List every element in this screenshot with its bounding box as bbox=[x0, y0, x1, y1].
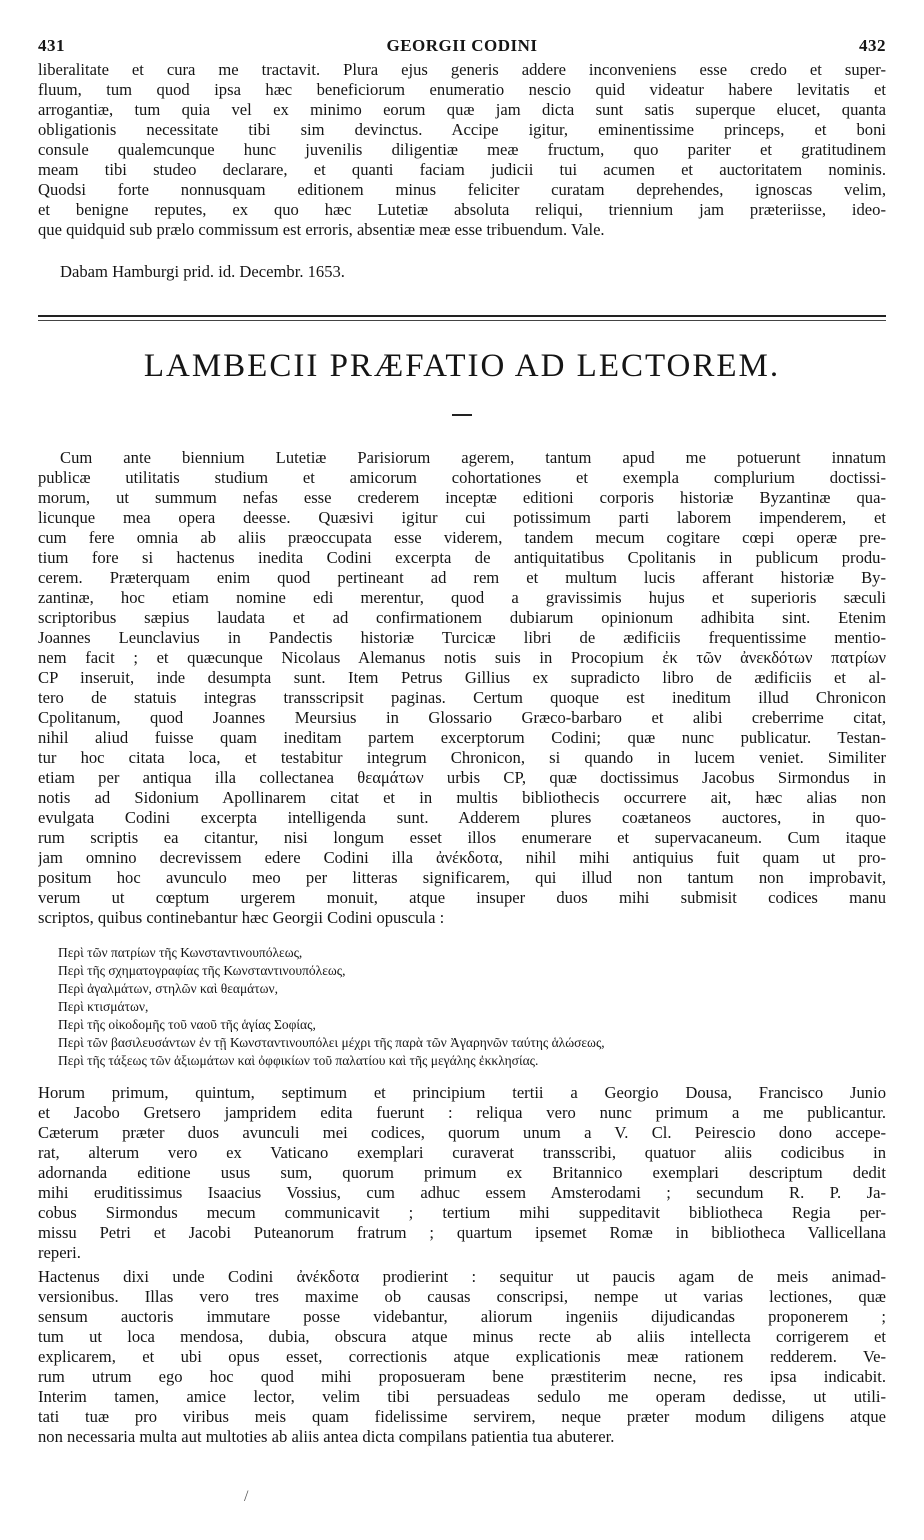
text-line: Joannes Leunclavius in Pandectis historiæ Turcicæ libri de ædificiis frequentissime mentio- bbox=[38, 628, 886, 647]
text-line: tur hoc citata loca, et testabitur integrum Chronicon, si quando in lucem veniet. Similiter bbox=[38, 748, 886, 767]
greek-title-item: Περὶ ἀγαλμάτων, στηλῶν καὶ θεαμάτων, bbox=[58, 981, 279, 996]
text-line: tati tuæ pro viribus meis quam fidelissime servirem, neque præter modum diligens atque bbox=[38, 1407, 886, 1426]
text-line: rum scriptis ea citantur, nisi longum esset illos enumerare et supervacaneum. Cum itaque bbox=[38, 828, 886, 847]
greek-title-item: Περὶ τῆς τάξεως τῶν ἀξιωμάτων καὶ ὀφφικίων τοῦ παλατίου καὶ τῆς μεγάλης ἐκκλησίας. bbox=[58, 1053, 539, 1068]
text-line: tum ut loca mendosa, dubia, obscura atque minus recte ab aliis intellecta corrigerem et bbox=[38, 1327, 886, 1346]
text-line: licunque mea opera deesse. Quæsivi igitur cui potissimum parti laborem impenderem, et bbox=[38, 508, 886, 527]
text-line: zantinæ, hoc etiam nomine edi merentur, quod a gravissimis hujus et superioris sæculi bbox=[38, 588, 886, 607]
greek-title-item: Περὶ κτισμάτων, bbox=[58, 999, 149, 1014]
greek-title-item: Περὶ τῶν πατρίων τῆς Κωνσταντινουπόλεως, bbox=[58, 945, 303, 960]
text-line: rat, alterum vero ex Vaticano exemplari curaverat transscribi, quatuor aliis codicibus in bbox=[38, 1143, 886, 1162]
text-line: non necessaria multa aut multoties ab aliis antea dicta compilans patientia tua abuterer. bbox=[38, 1427, 615, 1446]
text-line: liberalitate et cura me tractavit. Plura ejus generis addere inconveniens esse credo et super- bbox=[38, 60, 886, 79]
page-number-left: 431 bbox=[38, 36, 65, 55]
text-line: evulgata Codini excerpta intelligenda sunt. Adderem plures coætaneos auctores, in quo- bbox=[38, 808, 886, 827]
text-line: CP inseruit, inde desumpta sunt. Item Petrus Gillius ex supradicto libro de ædificiis et al- bbox=[38, 668, 886, 687]
text-line: et Jacobo Gretsero jampridem edita fuerunt : reliqua vero nunc primum a me publicantur. bbox=[38, 1103, 886, 1122]
text-line: Interim tamen, amice lector, velim tibi persuadeas sedulo me operam dedisse, ut utili- bbox=[38, 1387, 886, 1406]
text-line: Cum ante biennium Lutetiæ Parisiorum agerem, tantum apud me potuerunt innatum bbox=[60, 448, 886, 467]
text-line: positum hoc avunculo meo per litteras significarem, qui illud non tantum non improbavit, bbox=[38, 868, 886, 887]
dedication-closing-paragraph bbox=[38, 60, 886, 240]
text-line: que quidquid sub prælo commissum est erroris, absentiæ meæ esse tribuendum. Vale. bbox=[38, 220, 605, 239]
section-title: LAMBECII PRÆFATIO AD LECTOREM. bbox=[143, 348, 781, 384]
text-line: rum utrum ego hoc quod mihi proposueram bene præstiterim necne, res ipsa indicabit. bbox=[38, 1367, 886, 1386]
text-line: nihil aliud fuisse quam ineditam partem excerptorum Codini; quæ nunc publicatur. Testan- bbox=[38, 728, 886, 747]
text-line: meam tibi studeo declarare, et quanti faciam judicii tui acumen et auctoritatem nominis. bbox=[38, 160, 886, 179]
text-line: versionibus. Illas vero tres maxime ob causas conscripsi, nempe ut varias lectiones, quæ bbox=[38, 1287, 886, 1306]
text-line: cerem. Præterquam enim quod pertineant ad rem et multum lucis afferant historiæ By- bbox=[38, 568, 886, 587]
preface-paragraph-3 bbox=[38, 1267, 886, 1447]
text-line: tero de statuis integras transscripsit paginas. Certum quoque est ineditum illud Chronicon bbox=[38, 688, 886, 707]
stray-pen-mark: / bbox=[244, 1488, 249, 1505]
text-line: cobus Sirmondus mecum communicavit ; tertium mihi suppeditavit bibliotheca Regia per- bbox=[38, 1203, 886, 1222]
text-line: scriptos, quibus continebantur hæc Georgii Codini opuscula : bbox=[38, 908, 445, 927]
greek-title-list bbox=[58, 944, 886, 1070]
text-line: et benigne reputes, ex quo hæc Lutetiæ absoluta reliqui, triennium jam præteriisse, ideo- bbox=[38, 200, 886, 219]
text-line: Cæterum præter duos avunculi mei codices, quorum unum a V. Cl. Peirescio dono accepe- bbox=[38, 1123, 886, 1142]
greek-title-item: Περὶ τῆς σχηματογραφίας τῆς Κωνσταντινουπόλεως, bbox=[58, 963, 346, 978]
running-header bbox=[38, 36, 886, 60]
text-line: tium fore si hactenus inedita Codini excerpta de antiquitatibus Cpolitanis in publicum produ- bbox=[38, 548, 886, 567]
text-line: sensum auctoris immutare posse videbantur, aliorum ingeniis dijudicandas proponerem ; bbox=[38, 1307, 886, 1326]
preface-paragraph-1 bbox=[38, 448, 886, 928]
text-line: Cpolitanum, quod Joannes Meursius in Glossario Græco-barbaro et alibi creberrime citat, bbox=[38, 708, 886, 727]
text-line: explicarem, et ubi opus esset, correctionis atque explicationis meæ rationem redderem. Ve- bbox=[38, 1347, 886, 1366]
text-line: notis ad Sidonium Apollinarem citat et in multis bibliothecis occurrere ait, hæc alias non bbox=[38, 788, 886, 807]
text-line: Quodsi forte nonnusquam editionem minus feliciter curatam deprehendes, ignoscas velim, bbox=[38, 180, 886, 199]
text-line: adornanda editione usus sum, quorum primum ex Britannico exemplari descriptum dedit bbox=[38, 1163, 886, 1182]
text-line: publicæ utilitatis studium et amicorum cohortationes et exempla complurium doctissi- bbox=[38, 468, 886, 487]
section-divider-thick bbox=[38, 315, 886, 317]
greek-title-item: Περὶ τῶν βασιλευσάντων ἐν τῇ Κωνσταντινουπόλει μέχρι τῆς παρὰ τῶν Ἀγαρηνῶν ταύτης ἁλώσεως, bbox=[58, 1035, 605, 1050]
text-line: mihi eruditissimus Isaacius Vossius, cum adhuc essem Amsterodami ; secundum R. P. Ja- bbox=[38, 1183, 886, 1202]
greek-title-item: Περὶ τῆς οἰκοδομῆς τοῦ ναοῦ τῆς ἁγίας Σοφίας, bbox=[58, 1017, 316, 1032]
text-line: nem facit ; et quæcunque Nicolaus Alemanus notis suis in Procopium ἐκ τῶν ἀνεκδότων πατρίων bbox=[38, 648, 886, 667]
text-line: Hactenus dixi unde Codini ἀνέκδοτα prodierint : sequitur ut paucis agam de meis animad- bbox=[38, 1267, 886, 1286]
preface-paragraph-2 bbox=[38, 1083, 886, 1263]
title-dash bbox=[452, 414, 472, 416]
dedication-date-line bbox=[38, 262, 886, 282]
text-line: arrogantiæ, tum quia vel ex minimo eorum quæ jam dicta sunt satis superque elucet, quanta bbox=[38, 100, 886, 119]
text-line: Horum primum, quintum, septimum et principium tertii a Georgio Dousa, Francisco Junio bbox=[38, 1083, 886, 1102]
text-line: jam omnino decrevissem edere Codini illa ἀνέκδοτα, nihil mihi antiquius fuit quam ut pro- bbox=[38, 848, 886, 867]
page-number-right: 432 bbox=[859, 36, 886, 55]
text-line: verum ut cœptum urgerem monuit, atque insuper duos mihi submisit codices manu bbox=[38, 888, 886, 907]
text-line: consule qualemcunque hunc juvenilis diligentiæ meæ fructum, quo pariter et gratitudinem bbox=[38, 140, 886, 159]
text-line: cum fere omnia ab aliis præoccupata esse viderem, tandem mecum cogitare cœpi operæ pre- bbox=[38, 528, 886, 547]
text-line: etiam per antiqua illa collectanea θεαμάτων urbis CP, quæ doctissimus Jacobus Sirmondus in bbox=[38, 768, 886, 787]
text-line: reperi. bbox=[38, 1243, 81, 1262]
text-line: scriptoribus sæpius laudata et ad confirmationem dubiarum opinionum adhibita sint. Etenim bbox=[38, 608, 886, 627]
date-line: Dabam Hamburgi prid. id. Decembr. 1653. bbox=[60, 262, 345, 281]
running-title: GEORGII CODINI bbox=[386, 36, 538, 55]
text-line: missu Petri et Jacobi Puteanorum fratrum ; quartum ipsemet Romæ in bibliotheca Vallicellana bbox=[38, 1223, 886, 1242]
text-line: obligationis necessitate tibi sim devinctus. Accipe igitur, eminentissime princeps, et boni bbox=[38, 120, 886, 139]
section-divider-thin bbox=[38, 320, 886, 321]
text-line: morum, ut summum nefas esse crederem inceptæ editioni corporis historiæ Byzantinæ qua- bbox=[38, 488, 886, 507]
text-line: fluum, tum quod ipsa hæc beneficiorum enumeratio nescio quid videatur habere levitatis et bbox=[38, 80, 886, 99]
